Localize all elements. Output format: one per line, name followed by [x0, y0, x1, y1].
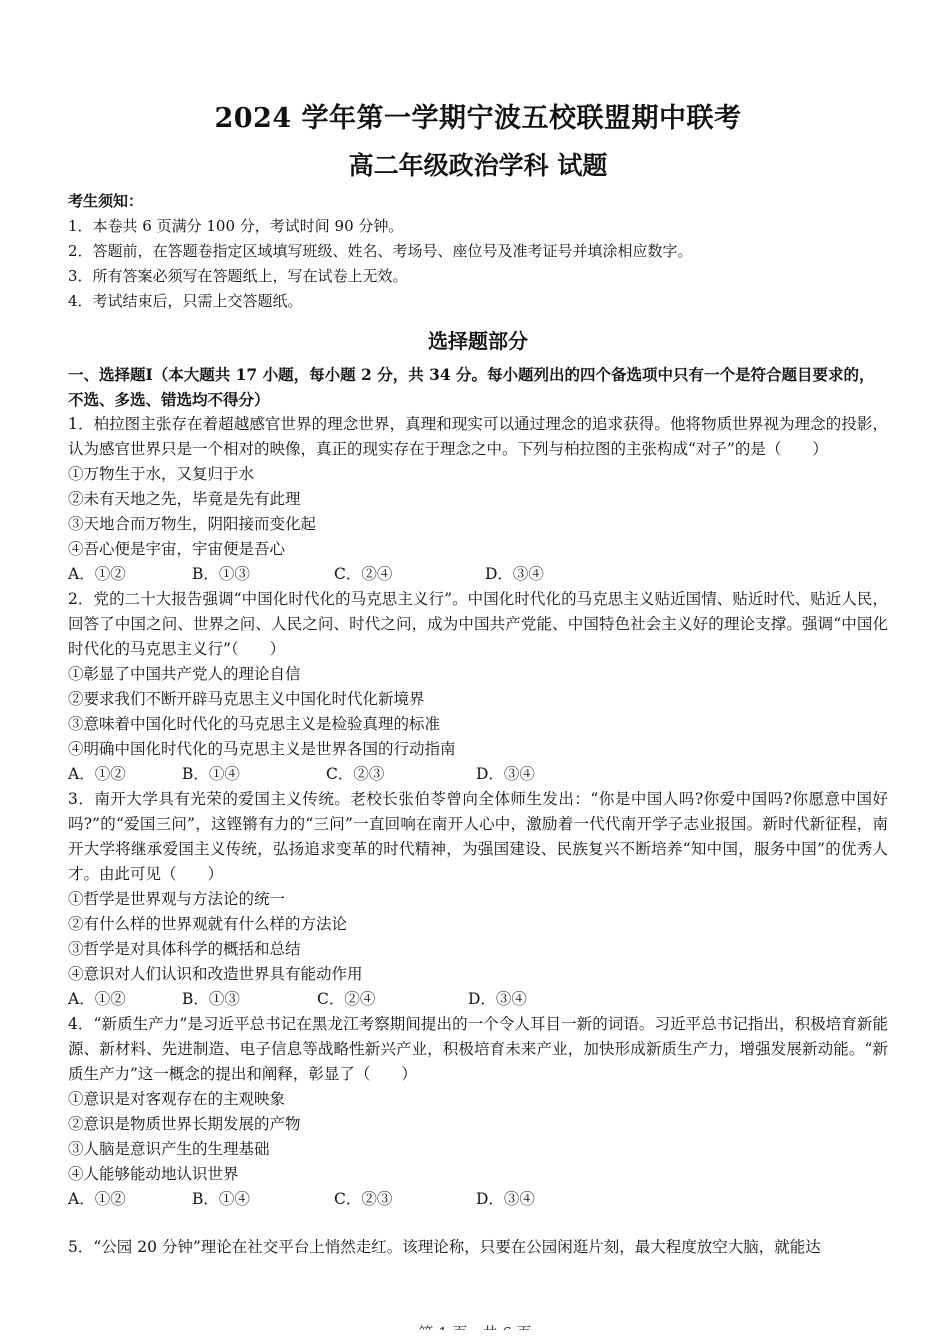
choice-c: C．②④ — [334, 565, 393, 583]
choice-a: A．①② — [68, 990, 126, 1008]
question-option: ④明确中国化时代化的马克思主义是世界各国的行动指南 — [68, 740, 456, 758]
choice-b: B．①④ — [192, 1190, 250, 1208]
choice-d: D．③④ — [485, 565, 544, 583]
question-option: ①彰显了中国共产党人的理论自信 — [68, 665, 301, 683]
choice-c: C．②④ — [317, 990, 376, 1008]
choice-a: A．①② — [68, 765, 126, 783]
section-title: 选择题部分 — [428, 329, 528, 353]
notice-item: 4．考试结束后，只需上交答题纸。 — [68, 292, 303, 310]
notice-item: 3．所有答案必须写在答题纸上，写在试卷上无效。 — [68, 267, 408, 285]
question-option: ③意味着中国化时代化的马克思主义是检验真理的标准 — [68, 715, 441, 733]
notice-item: 1．本卷共 6 页满分 100 分，考试时间 90 分钟。 — [68, 217, 404, 235]
choice-d: D．③④ — [476, 765, 535, 783]
notice-item: 2．答题前，在答题卷指定区域填写班级、姓名、考场号、座位号及准考证号并填涂相应数字。 — [68, 242, 693, 260]
question-stem: 2．党的二十大报告强调“中国化时代化的马克思主义行”。中国化时代化的马克思主义贴近国情、贴近时代、贴近人民，回答了中国之问、世界之问、人民之问、时代之问，成为中国共产党能、中国特色社会主义好的理论支撑。强调“中国化时代化的马克思主义行”（ ） — [68, 590, 888, 658]
question-option: ③人脑是意识产生的生理基础 — [68, 1140, 270, 1158]
question-stem: 4．“新质生产力”是习近平总书记在黑龙江考察期间提出的一个令人耳目一新的词语。习近平总书记指出，积极培育新能源、新材料、先进制造、电子信息等战略性新兴产业，积极培育未来产业，加快形成新质生产力，增强发展新动能。“新质生产力”这一概念的提出和阐释，彰显了（ ） — [68, 1015, 888, 1083]
choice-a: A．①② — [68, 1190, 126, 1208]
question-option: ②未有天地之先，毕竟是先有此理 — [68, 490, 301, 508]
question-stem: 5．“公园 20 分钟”理论在社交平台上悄然走红。该理论称，只要在公园闲逛片刻，最大程度放空大脑，就能达 — [68, 1238, 821, 1256]
exam-title: 2024 学年第一学期宁波五校联盟期中联考 — [214, 103, 742, 134]
question-stem: 3．南开大学具有光荣的爱国主义传统。老校长张伯苓曾向全体师生发出：“你是中国人吗?你爱中国吗?你愿意中国好吗?”的“爱国三问”，这铿锵有力的“三问”一直回响在南开人心中，激励着一代代南开学子志业报国。新时代新征程，南开大学将继承爱国主义传统，弘扬追求变革的时代精神，为强国建设、民族复兴不断培养“知中国，服务中国”的优秀人才。由此可见（ ） — [68, 790, 888, 883]
part-heading: 一、选择题Ⅰ（本大题共 17 小题，每小题 2 分，共 34 分。每小题列出的四个备选项中只有一个是符合题目要求的，不选、多选、错选均不得分） — [68, 365, 875, 409]
choice-b: B．①③ — [182, 990, 240, 1008]
question-option: ③天地合而万物生，阴阳接而变化起 — [68, 515, 317, 533]
question-option: ②有什么样的世界观就有什么样的方法论 — [68, 915, 348, 933]
question-option: ①万物生于水，又复归于水 — [68, 465, 255, 483]
page-edge — [0, 1330, 950, 1344]
choice-b: B．①③ — [192, 565, 250, 583]
choice-c: C．②③ — [334, 1190, 393, 1208]
exam-subtitle: 高二年级政治学科 试题 — [348, 151, 608, 180]
question-option: ②意识是物质世界长期发展的产物 — [68, 1115, 301, 1133]
answer-choices — [68, 1187, 888, 1212]
question-option: ③哲学是对具体科学的概括和总结 — [68, 940, 301, 958]
question-list — [68, 412, 888, 1212]
choice-b: B．①④ — [182, 765, 240, 783]
answer-choices — [68, 987, 888, 1012]
question-option: ④意识对人们认识和改造世界具有能动作用 — [68, 965, 363, 983]
choice-d: D．③④ — [468, 990, 527, 1008]
question-option: ④吾心便是宇宙，宇宙便是吾心 — [68, 540, 286, 558]
question-option: ①哲学是世界观与方法论的统一 — [68, 890, 286, 908]
notice-heading: 考生须知： — [68, 192, 144, 210]
answer-choices — [68, 562, 888, 587]
choice-a: A．①② — [68, 565, 126, 583]
question-option: ②要求我们不断开辟马克思主义中国化时代化新境界 — [68, 690, 425, 708]
choice-d: D．③④ — [476, 1190, 535, 1208]
question-option: ④人能够能动地认识世界 — [68, 1165, 239, 1183]
question-stem: 1．柏拉图主张存在着超越感官世界的理念世界，真理和现实可以通过理念的追求获得。他将物质世界视为理念的投影，认为感官世界只是一个相对的映像，真正的现实存在于理念之中。下列与柏拉图的主张构成“对子”的是（ ） — [68, 415, 888, 458]
answer-choices — [68, 762, 888, 787]
question-option: ①意识是对客观存在的主观映象 — [68, 1090, 286, 1108]
choice-c: C．②③ — [326, 765, 385, 783]
